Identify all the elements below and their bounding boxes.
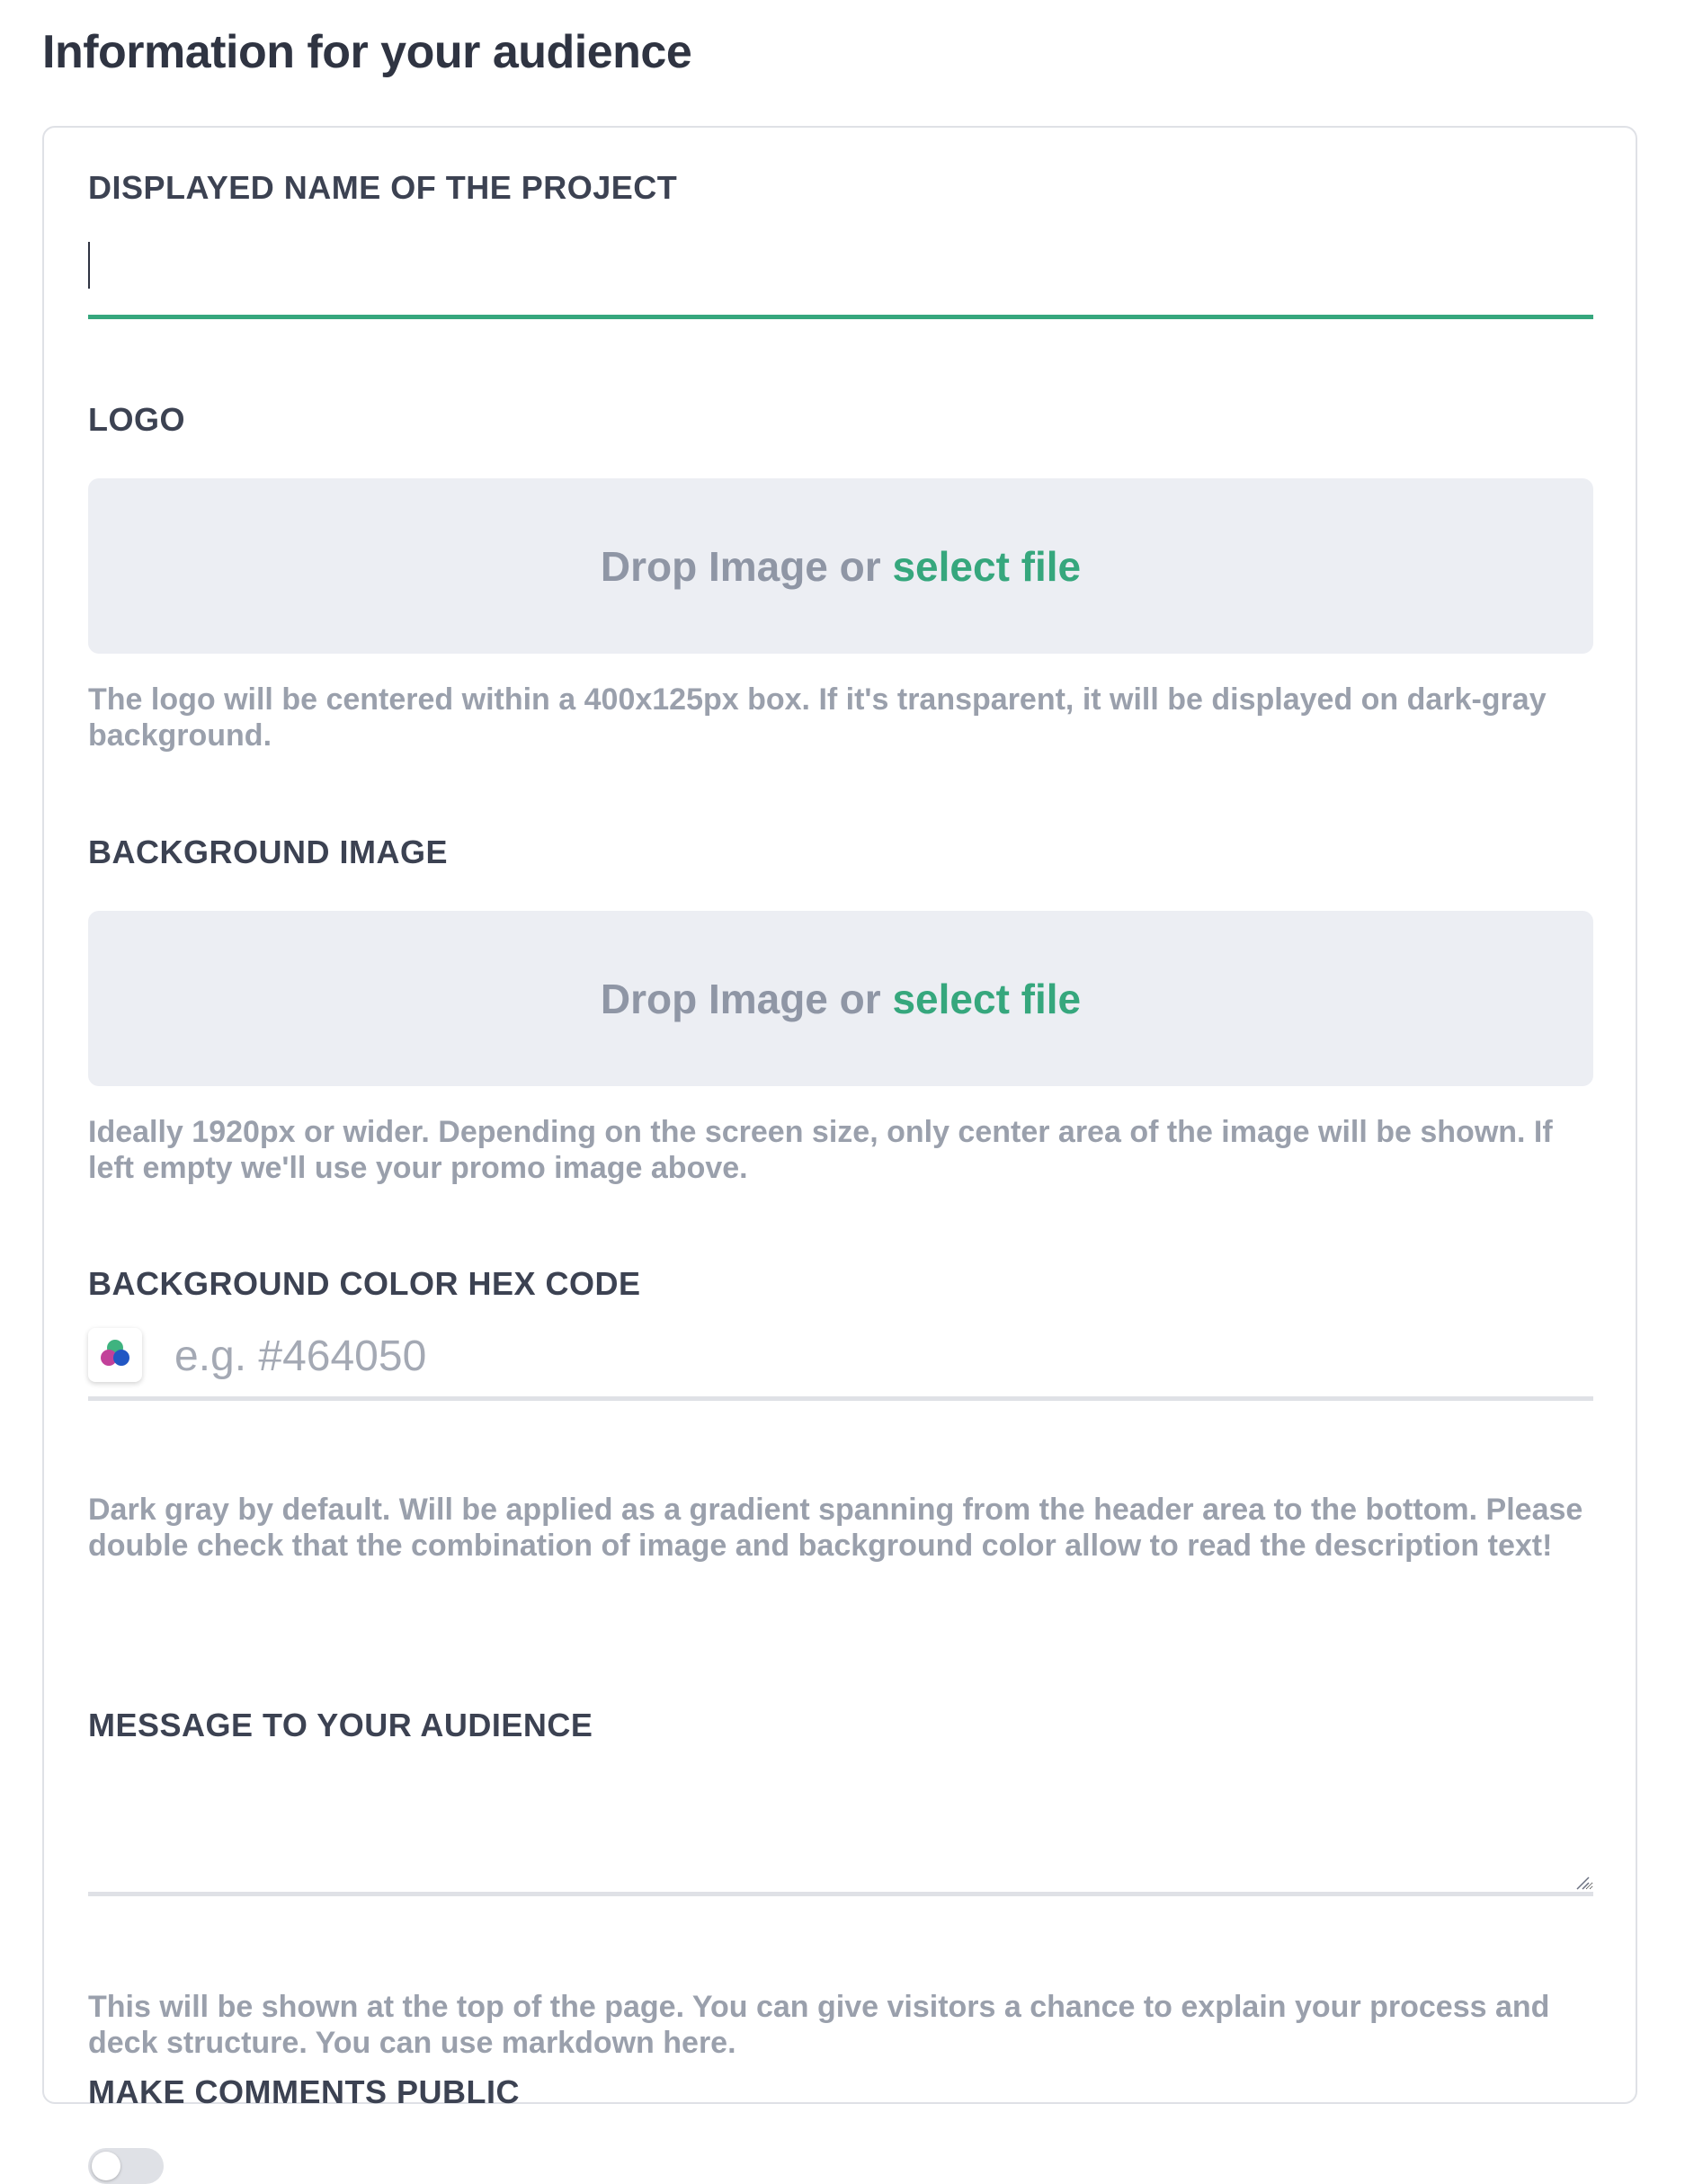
resize-handle-icon[interactable] xyxy=(1575,1876,1590,1890)
message-label: MESSAGE TO YOUR AUDIENCE xyxy=(88,1707,593,1743)
background-image-help-text: Ideally 1920px or wider. Depending on the screen size, only center area of the image will be shown. If left empty we'll use your promo image above. xyxy=(88,1115,1553,1185)
page-title: Information for your audience xyxy=(42,26,692,78)
background-color-help-text: Dark gray by default. Will be applied as a gradient spanning from the header area to the bottom. Please double check that the combination of image and background color allow to read the description text! xyxy=(88,1493,1583,1563)
project-name-underline xyxy=(88,315,1593,319)
background-image-label: BACKGROUND IMAGE xyxy=(88,833,448,870)
message-underline xyxy=(88,1892,1593,1896)
comments-public-label: MAKE COMMENTS PUBLIC xyxy=(88,2073,520,2110)
logo-dropzone-text xyxy=(601,542,1081,591)
background-image-select-file-link[interactable]: select file xyxy=(892,975,1082,1022)
logo-label: LOGO xyxy=(88,401,185,438)
project-name-input[interactable] xyxy=(88,227,1593,302)
color-picker-button[interactable] xyxy=(88,1328,142,1382)
text-caret xyxy=(88,242,90,289)
logo-select-file-link[interactable]: select file xyxy=(892,542,1082,590)
background-image-drop-text: Drop Image or xyxy=(600,975,893,1022)
color-picker-icon xyxy=(88,1328,142,1382)
project-name-label: DISPLAYED NAME OF THE PROJECT xyxy=(88,169,678,206)
background-color-label: BACKGROUND COLOR HEX CODE xyxy=(88,1265,641,1302)
background-image-dropzone-text xyxy=(601,975,1081,1023)
toggle-knob xyxy=(92,2152,120,2180)
background-color-underline xyxy=(88,1396,1593,1401)
logo-dropzone[interactable] xyxy=(88,478,1593,654)
message-help-text: This will be shown at the top of the page. You can give visitors a chance to explain your process and deck structure. You can use markdown here. xyxy=(88,1990,1550,2060)
logo-drop-text: Drop Image or xyxy=(600,542,893,590)
logo-help-text: The logo will be centered within a 400x125px box. If it's transparent, it will be displayed on dark-gray background. xyxy=(88,682,1547,753)
background-image-dropzone[interactable] xyxy=(88,911,1593,1086)
comments-public-toggle[interactable] xyxy=(88,2148,164,2184)
audience-info-card xyxy=(42,126,1637,2110)
message-textarea[interactable] xyxy=(88,1782,1593,1890)
background-color-input[interactable] xyxy=(174,1317,1577,1395)
